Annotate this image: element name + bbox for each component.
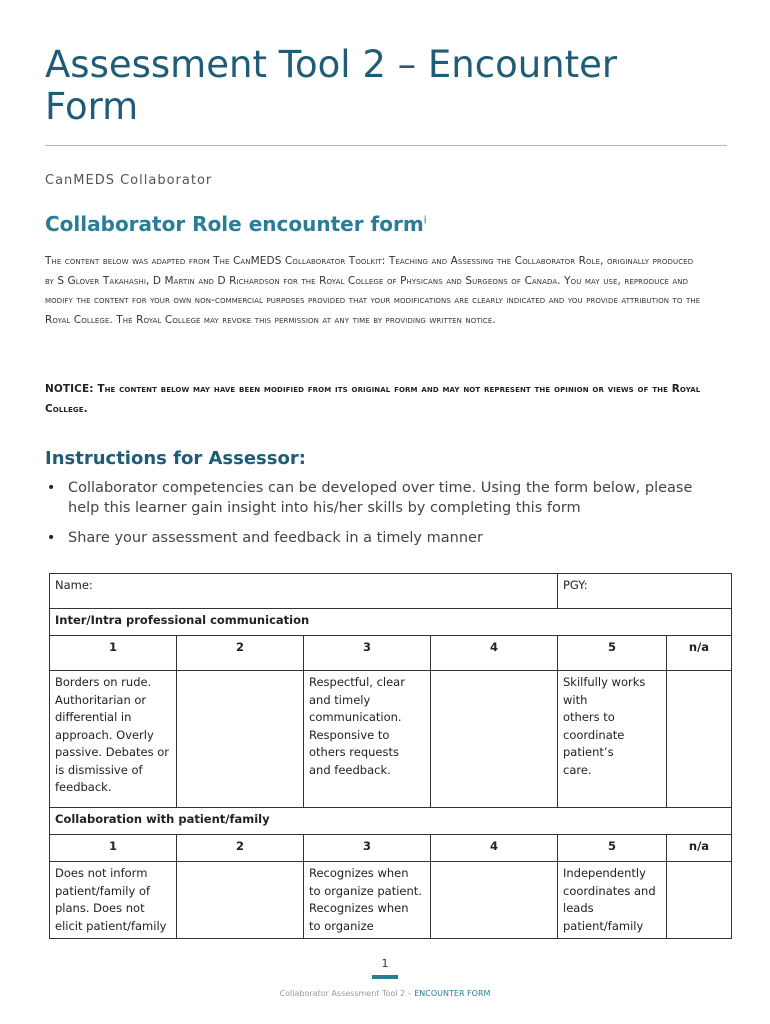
title-divider bbox=[45, 145, 727, 146]
section-heading-text: Collaborator Role encounter form bbox=[45, 212, 424, 236]
descriptor-na bbox=[667, 862, 732, 939]
section-title: Collaboration with patient/family bbox=[50, 808, 732, 835]
descriptor-4 bbox=[431, 671, 558, 808]
footer-accent-text: ENCOUNTER FORM bbox=[414, 989, 491, 998]
rating-option-4[interactable]: 4 bbox=[431, 835, 558, 862]
instruction-text: Collaborator competencies can be developed over time. Using the form below, please help this learner gain insight into his/her skills by completing this form bbox=[68, 480, 693, 516]
descriptor-row bbox=[50, 862, 732, 939]
pgy-label: PGY: bbox=[563, 578, 588, 592]
name-label: Name: bbox=[55, 578, 93, 592]
learner-info-row bbox=[50, 574, 732, 609]
instructions-heading: Instructions for Assessor: bbox=[45, 448, 306, 469]
encounter-form-table bbox=[49, 573, 732, 939]
rating-option-3[interactable]: 3 bbox=[304, 835, 431, 862]
document-title-line-2: Form bbox=[45, 85, 139, 128]
descriptor-4 bbox=[431, 862, 558, 939]
rating-option-5[interactable]: 5 bbox=[558, 636, 667, 671]
rating-option-1[interactable]: 1 bbox=[50, 835, 177, 862]
rating-option-1[interactable]: 1 bbox=[50, 636, 177, 671]
instruction-text: Share your assessment and feedback in a timely manner bbox=[68, 530, 483, 546]
instruction-item bbox=[45, 528, 725, 548]
descriptor-row bbox=[50, 671, 732, 808]
descriptor-na bbox=[667, 671, 732, 808]
rating-option-na[interactable]: n/a bbox=[667, 636, 732, 671]
bullet-icon: • bbox=[47, 530, 56, 546]
footnote-marker: i bbox=[423, 213, 427, 227]
instructions-list bbox=[45, 478, 725, 558]
document-title bbox=[45, 44, 725, 128]
descriptor-2 bbox=[177, 862, 304, 939]
rating-scale-row bbox=[50, 835, 732, 862]
rating-scale-row bbox=[50, 636, 732, 671]
section-heading bbox=[45, 212, 427, 236]
rating-option-4[interactable]: 4 bbox=[431, 636, 558, 671]
adaptation-notice: The content below was adapted from The CanMEDS Collaborator Toolkit: Teaching and Assessing the Collaborator Role, originally produced by S Glover Takahashi, D Martin and D Richardson for the Royal College of Physicans and Surgeons of Canada. You may use, reproduce and modify the content for your own non-commercial purposes provided that your modifications are clearly indicated and you provide attribution to the Royal College. The Royal College may revoke this permission at any time by providing written notice. bbox=[45, 255, 701, 326]
rating-option-2[interactable]: 2 bbox=[177, 835, 304, 862]
descriptor-3: Recognizes when to organize patient. Recognizes when to organize bbox=[304, 862, 431, 939]
page-number: 1 bbox=[381, 957, 389, 970]
document-subtitle: CanMEDS Collaborator bbox=[45, 173, 213, 188]
descriptor-5: Independently coordinates and leads patient/family bbox=[558, 862, 667, 939]
instruction-item bbox=[45, 478, 725, 518]
descriptor-3: Respectful, clear and timely communication. Responsive to others requests and feedback. bbox=[304, 671, 431, 808]
document-title-line-1: Assessment Tool 2 – Encounter bbox=[45, 43, 618, 86]
rating-option-na[interactable]: n/a bbox=[667, 835, 732, 862]
name-field[interactable] bbox=[50, 574, 558, 609]
rating-option-3[interactable]: 3 bbox=[304, 636, 431, 671]
descriptor-1: Borders on rude. Authoritarian or differential in approach. Overly passive. Debates or is dismissive of feedback. bbox=[50, 671, 177, 808]
descriptor-5: Skilfully works with others to coordinate patient’s care. bbox=[558, 671, 667, 808]
descriptor-2 bbox=[177, 671, 304, 808]
rating-option-5[interactable]: 5 bbox=[558, 835, 667, 862]
descriptor-1: Does not inform patient/family of plans. Does not elicit patient/family bbox=[50, 862, 177, 939]
footer-text: Collaborator Assessment Tool 2 – bbox=[279, 989, 415, 998]
section-title-row bbox=[50, 808, 732, 835]
page-number-underline bbox=[372, 975, 398, 979]
section-title: Inter/Intra professional communication bbox=[50, 609, 732, 636]
page-footer bbox=[0, 989, 770, 998]
modification-notice: NOTICE: The content below may have been modified from its original form and may not represent the opinion or views of the Royal College. bbox=[45, 383, 701, 415]
pgy-field[interactable] bbox=[558, 574, 732, 609]
bullet-icon: • bbox=[47, 480, 56, 496]
rating-option-2[interactable]: 2 bbox=[177, 636, 304, 671]
section-title-row bbox=[50, 609, 732, 636]
